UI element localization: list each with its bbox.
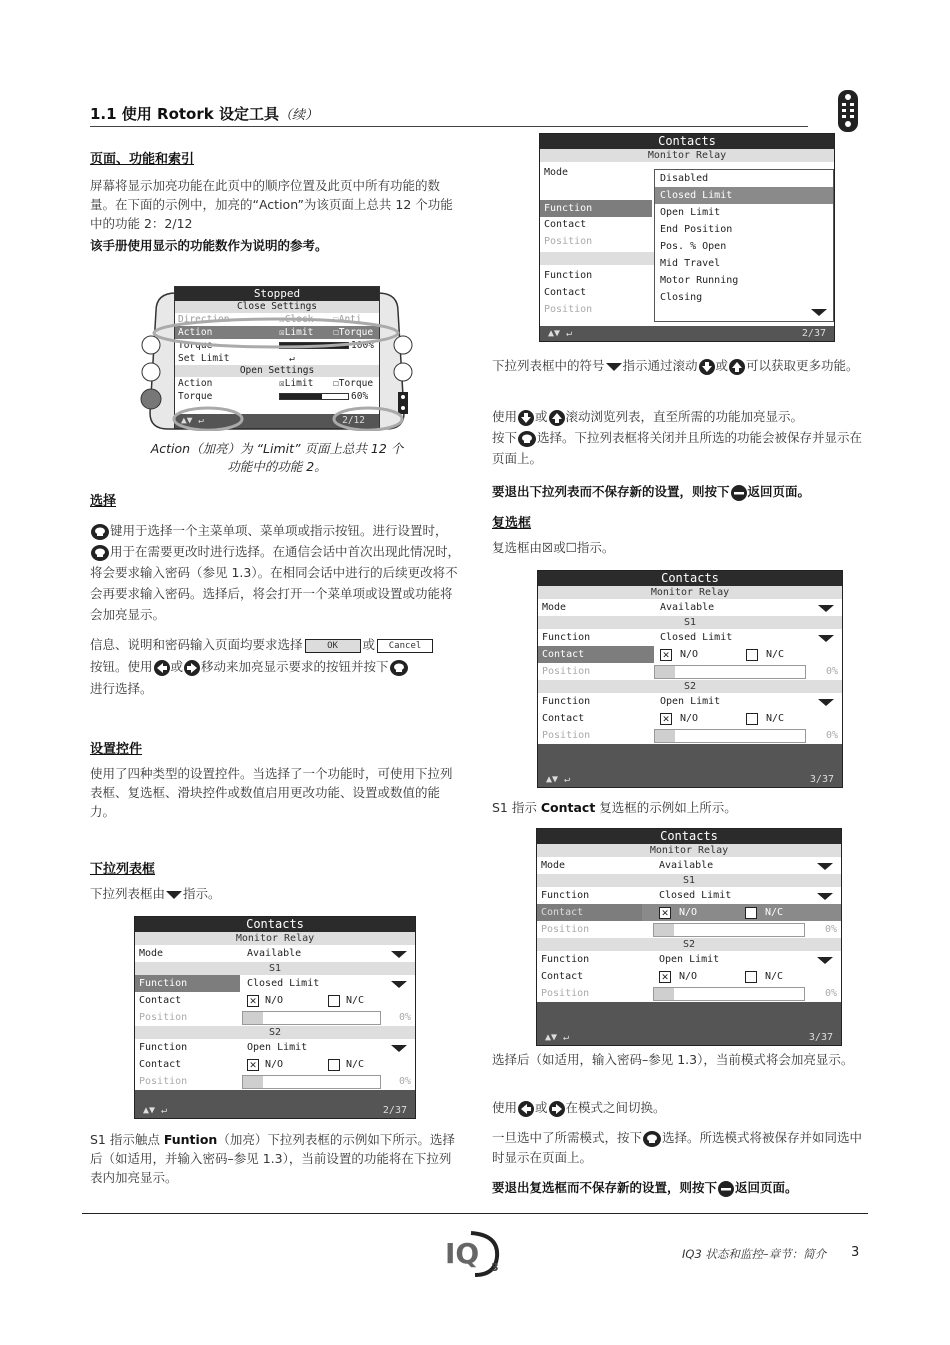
mode-label: Mode bbox=[544, 167, 569, 178]
position-row[interactable]: Position 0% bbox=[538, 663, 842, 680]
figure-nav: ▲▼ ↵ bbox=[181, 415, 204, 426]
figure-row-label: Action bbox=[178, 378, 213, 389]
figure-close-settings: Close Settings bbox=[175, 301, 379, 313]
mode-row[interactable]: Mode Available bbox=[537, 857, 841, 874]
function-row[interactable]: Function Closed Limit bbox=[537, 887, 841, 904]
down-arrow-key-icon bbox=[698, 358, 716, 376]
dropdown-arrow-icon bbox=[818, 605, 834, 612]
screen-subtitle: Monitor Relay bbox=[538, 586, 842, 599]
contact-row[interactable]: Contact ✕ N/O N/C bbox=[537, 968, 841, 985]
figure-caption: Action（加亮）为 “Limit” 页面上总共 12 个 功能中的功能 2。 bbox=[150, 441, 404, 474]
bold-note-exit-checkbox: 要退出复选框而不保存新的设置，则按下 返回页面。 bbox=[492, 1178, 864, 1198]
contact-row[interactable]: Contact ✕ N/O N/C bbox=[135, 1056, 415, 1073]
screen-nav: ▲▼ ↵ bbox=[545, 1032, 570, 1043]
dropdown-option[interactable]: Mid Travel bbox=[660, 258, 721, 269]
screen-title: Contacts bbox=[135, 917, 415, 932]
footer-rule bbox=[82, 1213, 868, 1214]
dropdown-option[interactable]: Pos. % Open bbox=[660, 241, 727, 252]
paragraph-function-example: S1 指示触点 Funtion（加亮）下拉列表框的示例如下所示。选择后（如适用，并输入密码–参见 1.3），当前设置的功能将在下拉列表内加亮显示。 bbox=[90, 1132, 455, 1185]
section-heading-select: 选择 bbox=[90, 494, 117, 509]
function-row[interactable]: Function Closed Limit bbox=[538, 629, 842, 646]
dropdown-arrow-icon bbox=[391, 951, 407, 958]
dropdown-list[interactable] bbox=[654, 169, 834, 322]
mode-row[interactable]: Mode Available bbox=[135, 945, 415, 962]
screen-title: Contacts bbox=[540, 134, 834, 149]
position-label: Position bbox=[544, 304, 593, 315]
footer-chapter-text: IQ3 状态和监控–章节：简介 bbox=[682, 1247, 827, 1261]
function-label: Function bbox=[544, 270, 593, 281]
contact-label: Contact bbox=[544, 287, 587, 298]
select-key-icon bbox=[90, 544, 110, 562]
screen-nav: ▲▼ ↵ bbox=[143, 1105, 168, 1116]
screen-page-index: 2/37 bbox=[801, 328, 826, 339]
screen-subtitle: Monitor Relay bbox=[537, 844, 841, 857]
dropdown-option[interactable]: Open Limit bbox=[660, 207, 721, 218]
right-arrow-key-icon bbox=[183, 659, 201, 677]
svg-text:3: 3 bbox=[491, 1261, 499, 1274]
dropdown-option[interactable]: Closing bbox=[660, 292, 703, 303]
contact-label: Contact bbox=[544, 219, 587, 230]
screen-subtitle: Monitor Relay bbox=[540, 149, 834, 162]
section-heading-controls: 设置控件 bbox=[90, 742, 143, 757]
function-row-highlighted[interactable]: Function Closed Limit bbox=[135, 975, 415, 992]
page-header-title: 1.1 使用 Rotork 设定工具（续） bbox=[90, 105, 318, 123]
paragraph-mode-save: 一旦选中了所需模式，按下 选择。所选模式将被保存并如同选中时显示在页面上。 bbox=[492, 1130, 863, 1165]
s2-header: S2 bbox=[135, 1026, 415, 1039]
back-key-icon bbox=[717, 1180, 735, 1198]
right-arrow-key-icon bbox=[548, 1100, 566, 1118]
dropdown-option[interactable]: Disabled bbox=[660, 173, 709, 184]
figure-title: Stopped bbox=[175, 287, 379, 301]
function-row-highlighted[interactable]: Function bbox=[540, 200, 652, 217]
s1-header: S1 bbox=[538, 616, 842, 629]
position-row[interactable]: Position 0% bbox=[538, 727, 842, 744]
section-heading-pages: 页面、功能和索引 bbox=[90, 152, 195, 167]
paragraph-dropdown-use: 使用 或 滚动浏览列表，直至所需的功能加亮显示。 按下 选择。下拉列表框将关闭并且所选的功能会被保存并显示在页面上。 bbox=[492, 409, 863, 466]
figure-page-index: 2/12 bbox=[342, 415, 365, 426]
position-row[interactable]: Position 0% bbox=[537, 921, 841, 938]
function-row[interactable]: Function Open Limit bbox=[135, 1039, 415, 1056]
paragraph-select: 键用于选择一个主菜单项、菜单项或指示按钮。进行设置时，用于在需要更改时进行选择。在通信会话中首次出现此情况时，将会要求输入密码（参见 1.3）。在相同会话中进行的后续更改将不会再要求输入密码。选择后，将会打开一个菜单项或设置或功能将会加亮显示。 bbox=[90, 523, 461, 622]
paragraph-pages: 屏幕将显示加亮功能在此页中的顺序位置及此页中所有功能的数量。在下面的示例中，加亮的“Action”为该页面上总共 12 个功能中的功能 2：2/12 bbox=[90, 178, 453, 231]
page-number: 3 bbox=[851, 1245, 860, 1260]
screen-page-index: 3/37 bbox=[809, 774, 834, 785]
dropdown-arrow-icon bbox=[817, 893, 833, 900]
section-heading-dropdown: 下拉列表框 bbox=[90, 862, 156, 877]
iq3-logo bbox=[441, 1225, 505, 1279]
screen-function-example bbox=[134, 916, 416, 1119]
down-arrow-key-icon bbox=[517, 409, 535, 427]
svg-text:IQ: IQ bbox=[445, 1237, 480, 1270]
contact-row[interactable]: Contact ✕ N/O N/C bbox=[135, 992, 415, 1009]
left-arrow-key-icon bbox=[153, 659, 171, 677]
figure-open-settings: Open Settings bbox=[175, 365, 379, 377]
paragraph-dropdown-scroll: 下拉列表框中的符号 指示通过滚动 或 可以获取更多功能。 bbox=[492, 356, 864, 376]
up-arrow-key-icon bbox=[548, 409, 566, 427]
select-key-icon bbox=[90, 523, 110, 541]
s1-header: S1 bbox=[135, 962, 415, 975]
screen-title: Contacts bbox=[538, 571, 842, 586]
dropdown-arrow-icon bbox=[817, 863, 833, 870]
mode-row[interactable]: Mode Available bbox=[538, 599, 842, 616]
paragraph-dropdown: 下拉列表框由 指示。 bbox=[90, 886, 221, 901]
select-key-icon bbox=[389, 659, 409, 677]
remote-setting-tool-icon bbox=[836, 88, 860, 134]
back-key-icon bbox=[730, 484, 748, 502]
figure-row-label: Torque bbox=[178, 391, 213, 402]
dropdown-option-selected[interactable]: Closed Limit bbox=[655, 187, 833, 204]
screen-title: Contacts bbox=[537, 829, 841, 844]
dropdown-option[interactable]: Motor Running bbox=[660, 275, 739, 286]
position-row[interactable]: Position 0% bbox=[135, 1073, 415, 1090]
figure-row-label: Torque bbox=[178, 340, 213, 351]
contact-row-active[interactable]: Contact ✕ N/O N/C bbox=[537, 904, 841, 921]
scroll-down-arrow-icon bbox=[811, 309, 827, 316]
screen-page-index: 2/37 bbox=[382, 1105, 407, 1116]
figure-row-action-highlighted: Action ☒Limit ☐Torque bbox=[175, 326, 379, 339]
screen-contact-mode-selected bbox=[536, 828, 842, 1046]
paragraph-mode-highlight: 选择后（如适用，输入密码–参见 1.3），当前模式将会加亮显示。 bbox=[492, 1052, 854, 1067]
figure-torque-value: 100% bbox=[351, 340, 374, 351]
screen-dropdown-open bbox=[539, 133, 835, 342]
function-row[interactable]: Function Open Limit bbox=[537, 951, 841, 968]
select-key-icon bbox=[517, 430, 537, 448]
dropdown-arrow-icon bbox=[605, 362, 623, 372]
screen-page-index: 3/37 bbox=[808, 1032, 833, 1043]
screen-subtitle: Monitor Relay bbox=[135, 932, 415, 945]
left-arrow-key-icon bbox=[517, 1100, 535, 1118]
dropdown-arrow-icon bbox=[391, 1045, 407, 1052]
screen-nav: ▲▼ ↵ bbox=[548, 328, 573, 339]
screen-nav: ▲▼ ↵ bbox=[546, 774, 571, 785]
bold-note-function-numbers: 该手册使用显示的功能数作为说明的参考。 bbox=[90, 238, 328, 253]
s1-header: S1 bbox=[537, 874, 841, 887]
actuator-display-figure: Stopped Close Settings Direction ☒Clock ☐Anti Action ☒Limit ☐Torque Torque 100% Set Limit ↵ Open Settings Action ☒Limit ☐Torque Torque 60% ▲▼ ↵ 2/12 bbox=[136, 283, 418, 431]
dropdown-arrow-icon bbox=[817, 957, 833, 964]
position-row[interactable]: Position 0% bbox=[537, 985, 841, 1002]
contact-row[interactable]: Contact ✕ N/O N/C bbox=[538, 710, 842, 727]
figure-torque-value: 60% bbox=[351, 391, 369, 402]
figure-row-label: Direction bbox=[178, 314, 230, 325]
paragraph-contact-example: S1 指示 Contact 复选框的示例如上所示。 bbox=[492, 800, 737, 815]
cancel-button[interactable]: Cancel bbox=[377, 639, 433, 653]
paragraph-checkbox: 复选框由☒或☐指示。 bbox=[492, 540, 615, 555]
screen-contact-example bbox=[537, 570, 843, 788]
ok-button[interactable]: OK bbox=[305, 639, 361, 653]
position-row[interactable]: Position 0% bbox=[135, 1009, 415, 1026]
dropdown-arrow-icon bbox=[818, 699, 834, 706]
position-label: Position bbox=[544, 236, 593, 247]
s2-header: S2 bbox=[537, 938, 841, 951]
bold-note-exit-dropdown: 要退出下拉列表而不保存新的设置，则按下 返回页面。 bbox=[492, 482, 864, 502]
paragraph-mode-toggle: 使用 或 在模式之间切换。 bbox=[492, 1098, 864, 1118]
paragraph-buttons: 信息、说明和密码输入页面均要求选择 OK 或 Cancel 按钮。使用 或 移动来加亮显示要求的按钮并按下 进行选择。 bbox=[90, 634, 465, 700]
dropdown-arrow-icon bbox=[818, 635, 834, 642]
up-arrow-key-icon bbox=[728, 358, 746, 376]
select-key-icon bbox=[642, 1130, 662, 1148]
paragraph-controls: 使用了四种类型的设置控件。当选择了一个功能时，可使用下拉列表框、复选框、滑块控件或数值启用更改功能、设置或数值的能力。 bbox=[90, 766, 453, 819]
figure-row-label: Set Limit bbox=[178, 353, 230, 364]
dropdown-option[interactable]: End Position bbox=[660, 224, 733, 235]
section-heading-checkbox: 复选框 bbox=[492, 516, 532, 531]
dropdown-arrow-icon bbox=[391, 981, 407, 988]
dropdown-arrow-icon bbox=[165, 890, 183, 900]
s2-header: S2 bbox=[538, 680, 842, 693]
function-row[interactable]: Function Open Limit bbox=[538, 693, 842, 710]
contact-row-highlighted[interactable]: Contact ✕ N/O N/C bbox=[538, 646, 842, 663]
header-rule bbox=[90, 126, 808, 127]
